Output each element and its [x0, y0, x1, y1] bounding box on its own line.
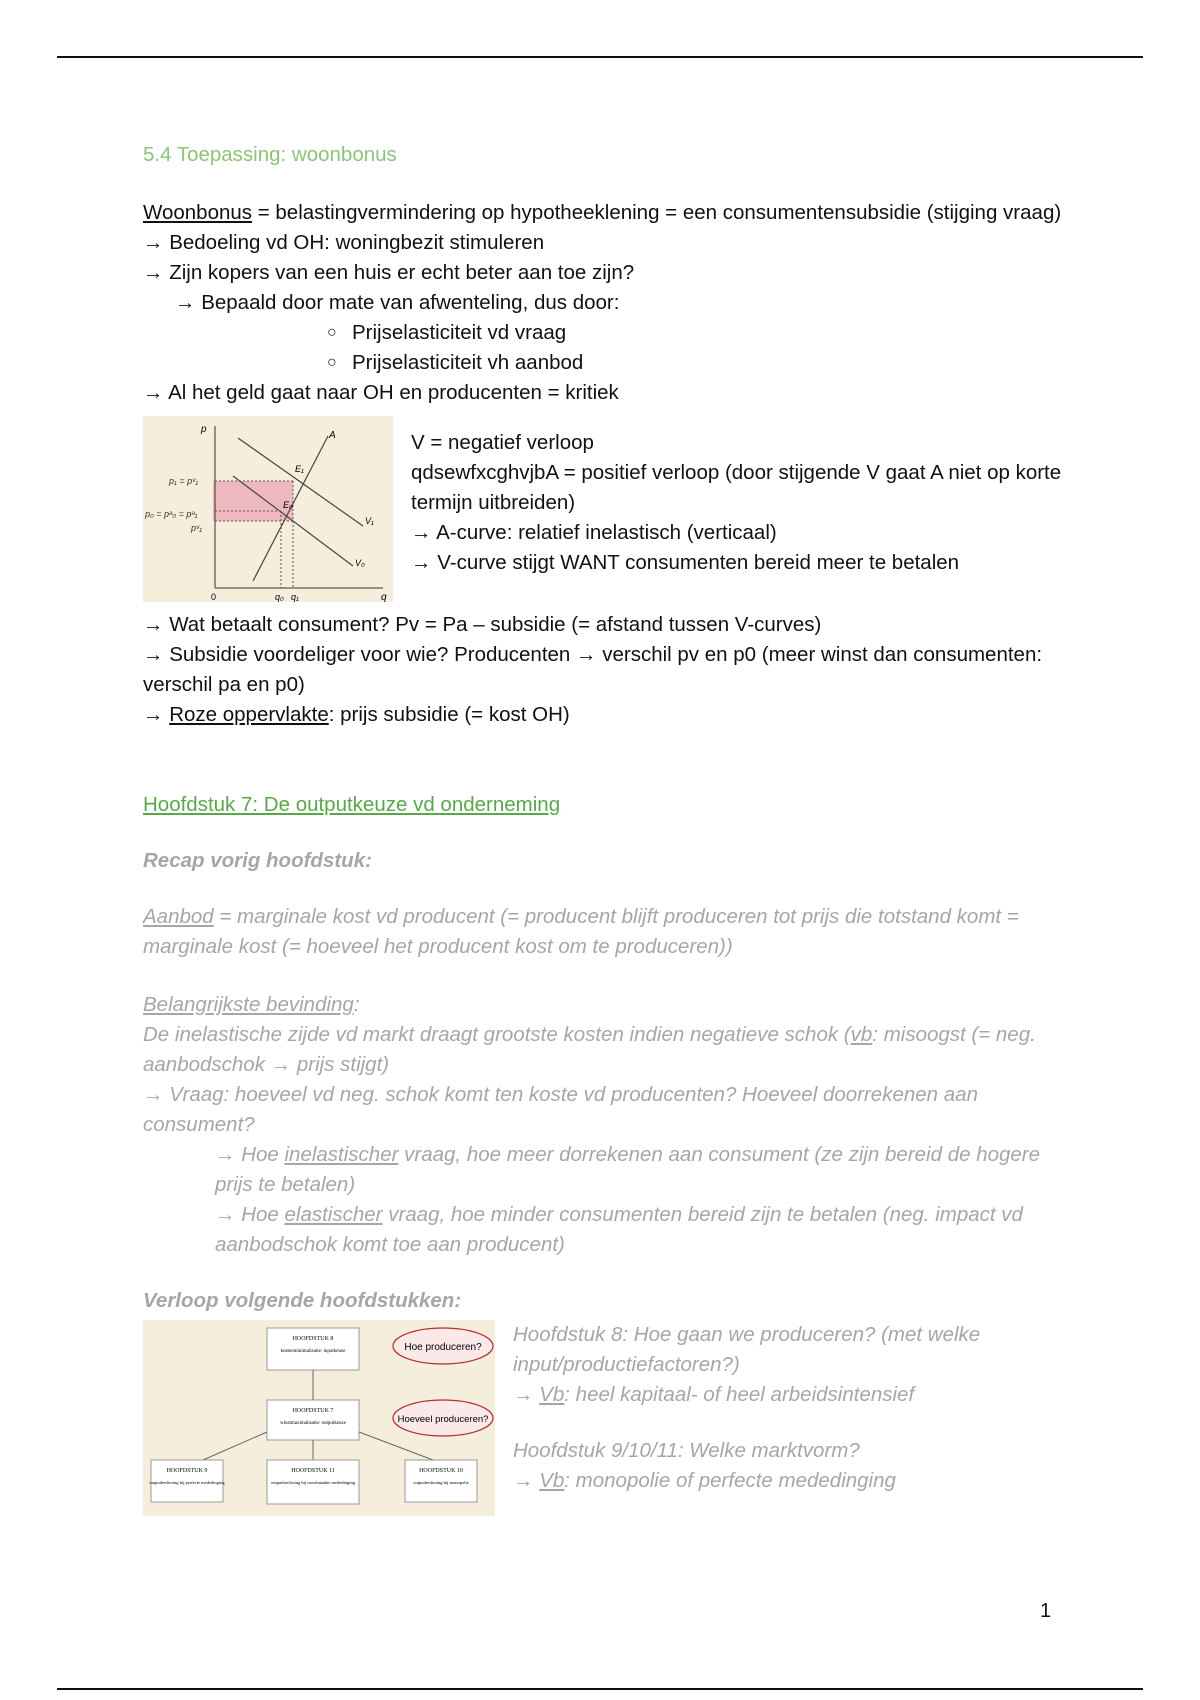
box-hoofdstuk-9 — [149, 1460, 225, 1502]
line-kopers: → Zijn kopers van een huis er echt beter aan toe zijn? — [143, 261, 635, 284]
label-V0: V₀ — [355, 558, 365, 568]
hoe-prefix: → Hoe — [215, 1203, 285, 1226]
subsidy-graph-figure — [143, 416, 393, 602]
label-p: p — [201, 424, 207, 435]
line-bepaald: → Bepaald door mate van afwenteling, dus door: — [175, 291, 620, 314]
bevinding-colon: : — [353, 993, 360, 1016]
h9-line: Hoofdstuk 9/10/11: Welke marktvorm? — [513, 1439, 860, 1462]
box-hoofdstuk-7 — [267, 1400, 359, 1440]
chapter-heading-7: Hoofdstuk 7: De outputkeuze vd onderneming — [143, 793, 561, 816]
term-elastischer: elastischer — [284, 1203, 383, 1226]
box-hoofdstuk-8 — [267, 1328, 359, 1370]
bevinding-part: : misoogst (= neg. aanbodschok → prijs stijgt) — [143, 1023, 1036, 1076]
term-inelastischer: inelastischer — [284, 1143, 399, 1166]
bottom-rule — [57, 1688, 1143, 1690]
bevinding-heading — [143, 990, 1073, 1020]
box-hoofdstuk-10 — [405, 1460, 477, 1502]
box-subtitle: outputbeslissing bij monopolie — [413, 1480, 469, 1485]
bullet-item — [143, 348, 1073, 378]
box-subtitle: outputbeslissing bij perfecte mededinging — [149, 1480, 225, 1485]
hoe-prefix: → Hoe — [215, 1143, 285, 1166]
hoe-text: vraag, hoe meer dorrekenen aan consument (ze zijn bereid de hogere prijs te betalen) — [215, 1143, 1041, 1196]
box-title: HOOFDSTUK 11 — [291, 1468, 335, 1474]
top-rule — [57, 56, 1143, 58]
arrow-prefix: → — [513, 1383, 540, 1406]
label-pv1: pᵛ₁ — [191, 523, 203, 533]
arrow-prefix: → — [513, 1469, 540, 1492]
line-betaalt: → Wat betaalt consument? Pv = Pa – subsidie (= afstand tussen V-curves) — [143, 613, 822, 636]
page-content — [143, 140, 1073, 1516]
bevinding-text — [143, 1020, 1073, 1080]
side-line: V = negatief verloop — [411, 431, 594, 454]
page-number: 1 — [1040, 1600, 1052, 1622]
side-line: qdsewfxcghvjbA = positief verloop (door stijgende V gaat A niet op korte termijn uitbreiden) — [411, 461, 1062, 514]
term-vb: Vb — [539, 1469, 565, 1492]
side-line: → A-curve: relatief inelastisch (verticaal) — [411, 521, 777, 544]
arrow-line — [359, 1432, 433, 1460]
arrow-line — [203, 1432, 267, 1460]
line-voordeliger: → Subsidie voordeliger voor wie? Producenten → verschil pv en p0 (meer winst dan consumenten: verschil pa en p0) — [143, 643, 1043, 696]
box-subtitle: kostenminimalisatie: inputkeuze — [280, 1349, 346, 1354]
term-vb: vb — [850, 1023, 873, 1046]
label-p1: p₁ = pᵛ₁ — [169, 476, 199, 486]
arrow-prefix: → — [143, 703, 170, 726]
question-text: Hoeveel produceren? — [397, 1414, 489, 1425]
figure-row-2 — [143, 1320, 1073, 1516]
bullet-icon: ○ — [327, 324, 337, 341]
h8-line: Hoofdstuk 8: Hoe gaan we produceren? (met welke input/productiefactoren?) — [513, 1323, 981, 1376]
term-woonbonus: Woonbonus — [143, 201, 253, 224]
box-subtitle: outputbeslissing bij onvolmaakte mededinging — [270, 1480, 356, 1485]
chapter-diagram — [143, 1320, 495, 1516]
label-E0: E₀ — [283, 500, 293, 510]
box-title: HOOFDSTUK 7 — [292, 1408, 334, 1414]
chapter-overview-text — [495, 1320, 1073, 1516]
h9-vb-line — [513, 1466, 1073, 1496]
label-V1: V₁ — [365, 516, 374, 526]
line-bedoeling: → Bedoeling vd OH: woningbezit stimuleren — [143, 231, 545, 254]
definition-woonbonus — [143, 198, 1073, 228]
roze-rest: : prijs subsidie (= kost OH) — [328, 703, 570, 726]
box-title: HOOFDSTUK 10 — [419, 1468, 463, 1474]
figure-explanation — [393, 416, 1073, 602]
h8-vb-line — [513, 1380, 1073, 1410]
vraag-line: → Vraag: hoeveel vd neg. schok komt ten koste vd producenten? Hoeveel doorrekenen aan consument? — [143, 1083, 978, 1136]
definition-text: = belastingvermindering op hypotheeklening = een consumentensubsidie (stijging vraag) — [252, 201, 1062, 224]
term-roze: Roze oppervlakte — [169, 703, 329, 726]
inelastisch-line — [143, 1140, 1073, 1200]
label-A: A — [329, 430, 336, 441]
hoe-text: vraag, hoe minder consumenten bereid zijn te betalen (neg. impact vd aanbodschok komt toe aan producent) — [215, 1203, 1023, 1256]
figure-row-1 — [143, 416, 1073, 602]
vb-text: : monopolie of perfecte mededinging — [564, 1469, 896, 1492]
recap-heading: Recap vorig hoofdstuk: — [143, 849, 372, 872]
vb-text: : heel kapitaal- of heel arbeidsintensief — [564, 1383, 915, 1406]
subsidy-graph — [143, 416, 393, 602]
line-kritiek: → Al het geld gaat naar OH en producenten = kritiek — [143, 381, 619, 404]
box-title: HOOFDSTUK 9 — [166, 1468, 208, 1474]
bullet-text: Prijselasticiteit vd vraag — [352, 321, 567, 344]
bullet-text: Prijselasticiteit vh aanbod — [352, 351, 584, 374]
box-subtitle: winstmaximalisatie: outputkeuze — [280, 1421, 346, 1426]
side-line: → V-curve stijgt WANT consumenten bereid meer te betalen — [411, 551, 960, 574]
term-bevinding: Belangrijkste bevinding — [143, 993, 354, 1016]
aanbod-text: = marginale kost vd producent (= producent blijft produceren tot prijs die totstand komt = marginale kost (= hoeveel het producent kost om te produceren)) — [143, 905, 1019, 958]
bullet-item — [143, 318, 1073, 348]
label-q1: q₁ — [291, 592, 299, 602]
bullet-icon: ○ — [327, 354, 337, 371]
box-title: HOOFDSTUK 8 — [292, 1336, 334, 1342]
box-hoofdstuk-11 — [267, 1460, 359, 1504]
elastisch-line — [143, 1200, 1073, 1260]
line-roze — [143, 700, 1073, 730]
term-vb: Vb — [539, 1383, 565, 1406]
question-text: Hoe produceren? — [404, 1342, 482, 1353]
label-p0: p₀ = pᵃ₀ = pᵃ₁ — [145, 509, 198, 519]
verloop-heading: Verloop volgende hoofdstukken: — [143, 1289, 462, 1312]
label-E1: E₁ — [295, 464, 304, 474]
chapter-overview-figure — [143, 1320, 495, 1516]
aanbod-definition — [143, 902, 1073, 962]
bevinding-part: De inelastische zijde vd markt draagt grootste kosten indien negatieve schok ( — [143, 1023, 851, 1046]
label-origin: 0 — [211, 592, 217, 602]
label-q: q — [381, 592, 387, 602]
label-q0: q₀ — [275, 592, 284, 602]
section-heading-5-4: 5.4 Toepassing: woonbonus — [143, 143, 397, 166]
term-aanbod: Aanbod — [143, 905, 214, 928]
